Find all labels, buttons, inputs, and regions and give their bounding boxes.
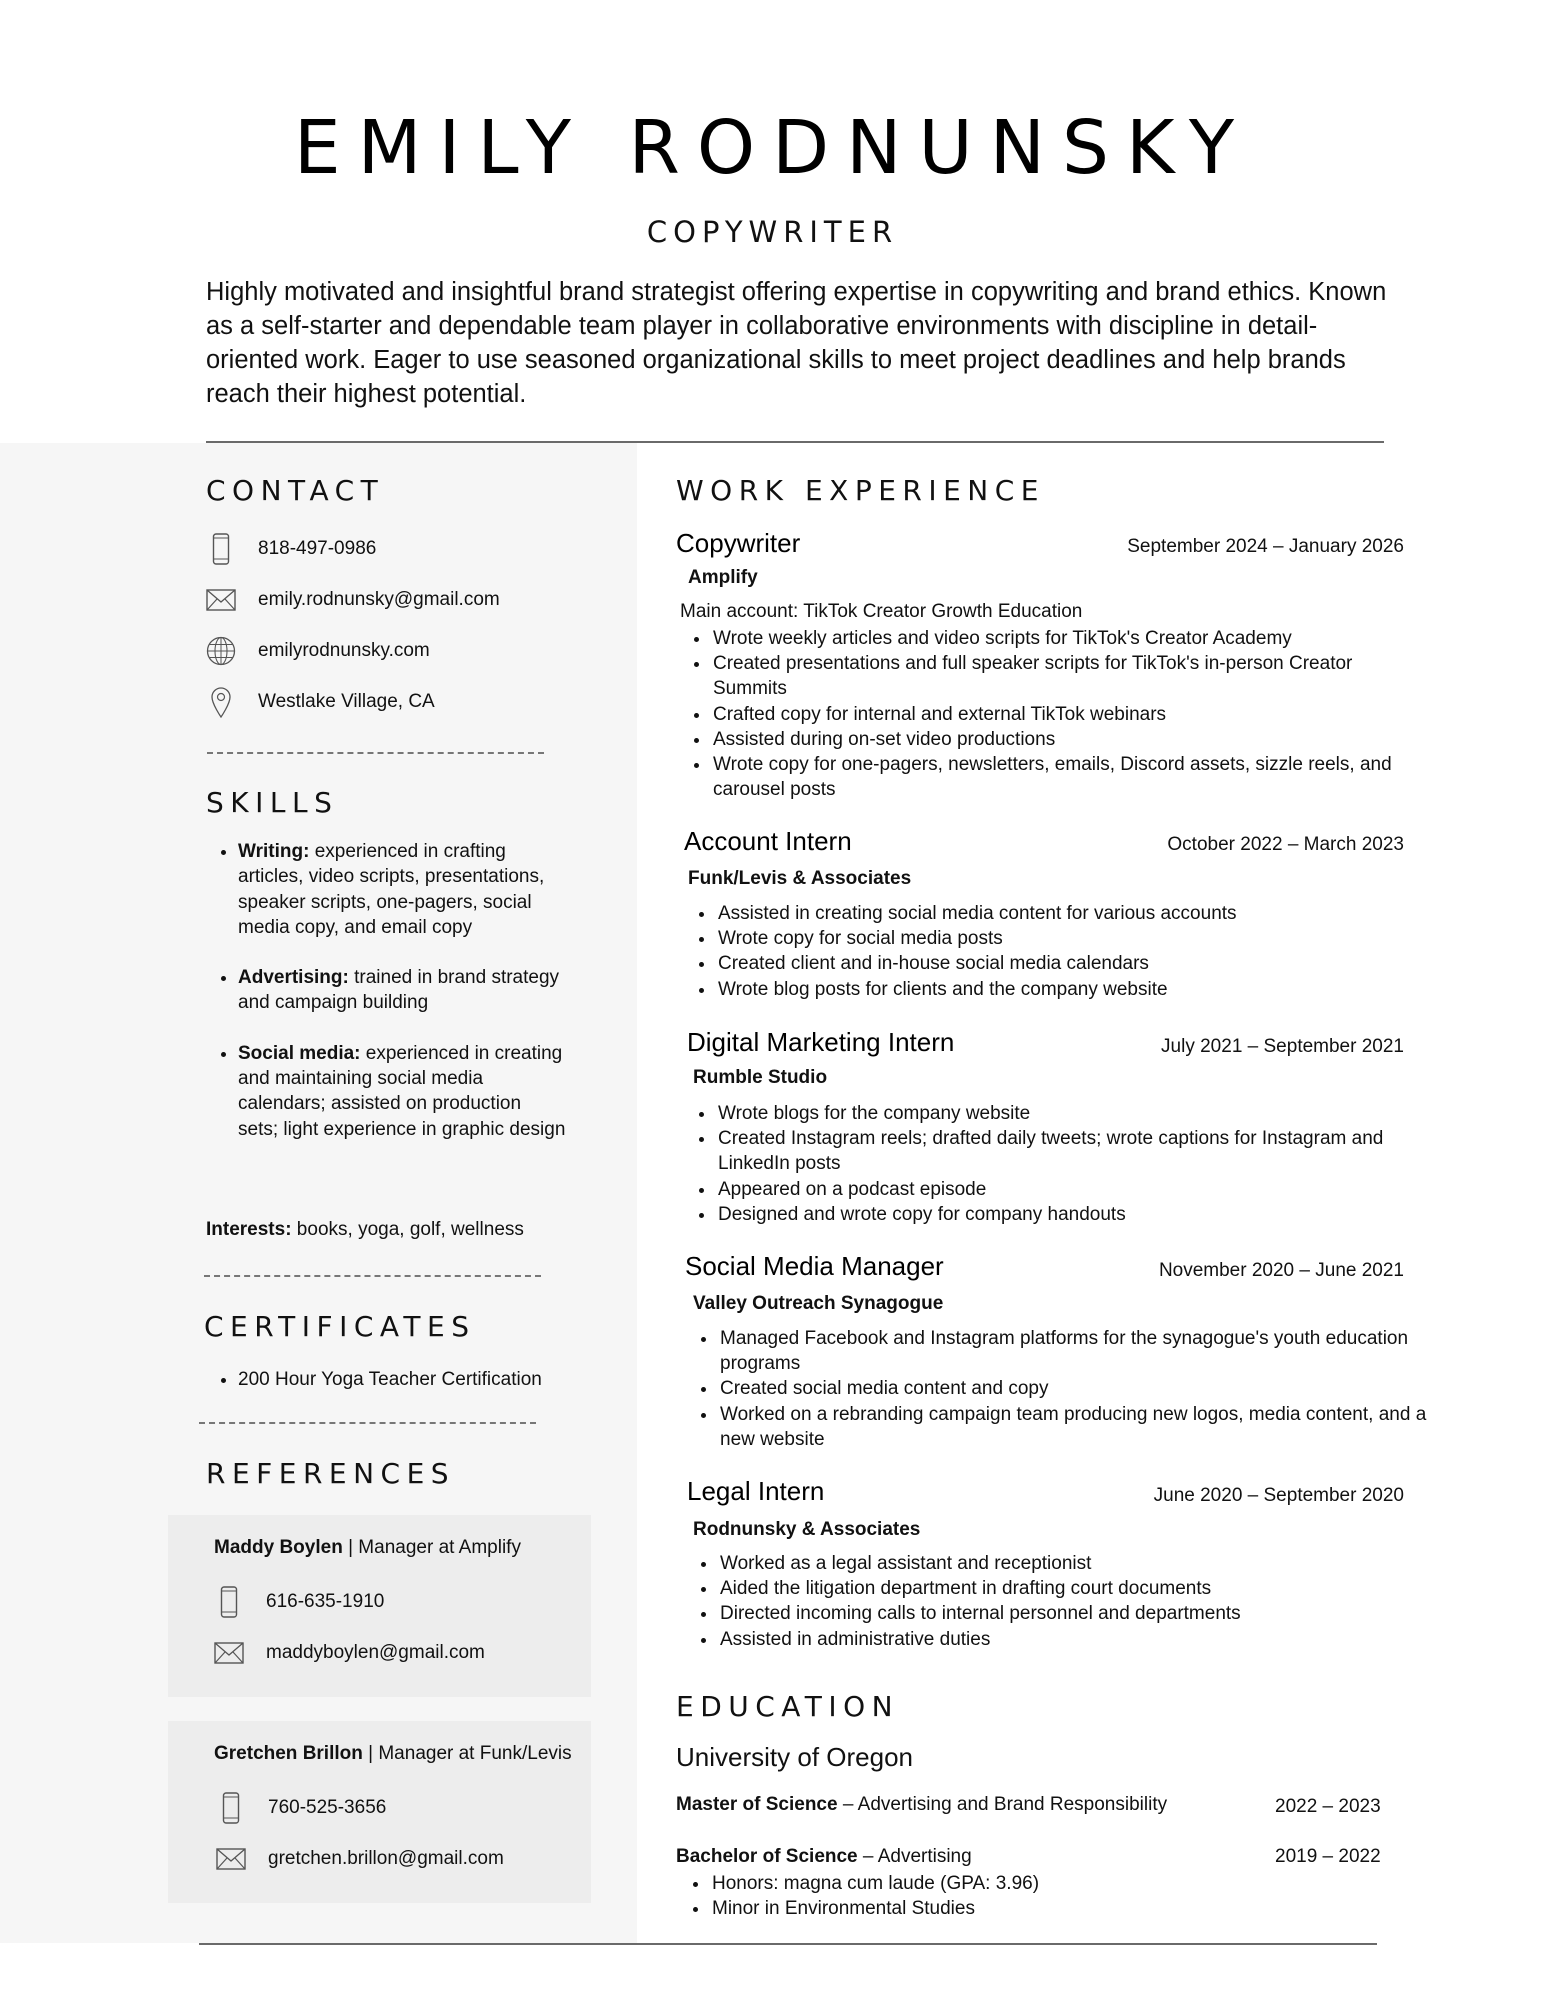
contact-phone-text[interactable]: 818-497-0986 [258, 538, 377, 559]
job-bullet: • Created Instagram reels; drafted daily tweets; wrote captions for Instagram and LinkedIn posts [716, 1126, 1416, 1176]
phone-icon [206, 532, 236, 566]
job-dates: November 2020 – June 2021 [1158, 1260, 1404, 1281]
globe-icon [206, 634, 236, 668]
reference-email [216, 1842, 504, 1876]
references-heading: REFERENCES [206, 1457, 456, 1490]
job-company: Rumble Studio [693, 1067, 828, 1088]
reference-person: Gretchen Brillon [214, 1743, 363, 1764]
skill-label: Advertising: [238, 967, 349, 989]
phone-icon [214, 1585, 244, 1619]
contact-location [206, 684, 435, 720]
job-company: Valley Outreach Synagogue [693, 1293, 944, 1314]
skills-heading: SKILLS [206, 786, 339, 819]
degree-years: 2022 – 2023 [1275, 1796, 1381, 1817]
reference-role: | Manager at Amplify [342, 1537, 521, 1558]
contact-location-text: Westlake Village, CA [258, 691, 435, 712]
certificates-heading: CERTIFICATES [204, 1310, 476, 1343]
degree-bullet: • Honors: magna cum laude (GPA: 3.96) [710, 1871, 1310, 1896]
job-bullets [686, 1101, 1416, 1227]
skills-divider [204, 1275, 541, 1277]
reference-role: | Manager at Funk/Levis [362, 1743, 572, 1764]
job-bullet: • Created presentations and full speaker scripts for TikTok's in-person Creator Summits [711, 651, 1411, 701]
education-degree [676, 1846, 972, 1868]
degree-field: – Advertising [857, 1846, 972, 1867]
certificate-item: • 200 Hour Yoga Teacher Certification [238, 1369, 542, 1391]
job-bullet: • Aided the litigation department in drafting court documents [718, 1576, 1430, 1601]
education-heading: EDUCATION [676, 1690, 900, 1723]
mail-icon [206, 583, 236, 617]
degree-years: 2019 – 2022 [1275, 1846, 1381, 1867]
contact-website-text[interactable]: emilyrodnunsky.com [258, 640, 430, 661]
degree-name: Master of Science [676, 1794, 838, 1815]
contact-heading: CONTACT [206, 474, 385, 507]
job-title: Legal Intern [687, 1476, 825, 1506]
reference-name [214, 1743, 572, 1765]
certificates-divider [199, 1422, 536, 1424]
job-company: Amplify [688, 567, 758, 588]
job-bullet: • Created client and in-house social media calendars [716, 951, 1416, 976]
reference-phone-text[interactable]: 616-635-1910 [266, 1591, 385, 1612]
skill-label: Social media: [238, 1042, 361, 1064]
skill-item [238, 965, 566, 1016]
job-bullet: • Directed incoming calls to internal personnel and departments [718, 1601, 1430, 1626]
contact-divider [207, 752, 544, 754]
education-degree [676, 1794, 1167, 1816]
work-heading: WORK EXPERIENCE [676, 474, 1045, 507]
job-dates: October 2022 – March 2023 [1167, 834, 1404, 855]
contact-website [206, 633, 430, 669]
job-bullets [688, 1326, 1430, 1452]
job-dates: September 2024 – January 2026 [1127, 536, 1404, 557]
reference-card [168, 1515, 591, 1697]
job-bullet: • Worked on a rebranding campaign team producing new logos, media content, and a new website [718, 1402, 1430, 1452]
job-bullet: • Appeared on a podcast episode [716, 1177, 1416, 1202]
contact-phone [206, 531, 376, 567]
phone-icon [216, 1791, 246, 1825]
candidate-role: COPYWRITER [646, 215, 899, 249]
reference-phone [214, 1585, 384, 1619]
mail-icon [216, 1842, 246, 1876]
skill-item [238, 1041, 566, 1142]
skills-list [206, 839, 566, 1167]
reference-phone-text[interactable]: 760-525-3656 [268, 1797, 387, 1818]
job-bullet: • Wrote copy for one-pagers, newsletters, emails, Discord assets, sizzle reels, and carousel posts [711, 752, 1411, 802]
degree-field: – Advertising and Brand Responsibility [837, 1794, 1168, 1815]
degree-bullets [680, 1871, 1310, 1921]
contact-email [206, 582, 500, 618]
certificates-list [206, 1369, 542, 1391]
reference-card [168, 1721, 591, 1903]
candidate-name: EMILY RODNUNSKY [293, 105, 1252, 191]
job-bullets [681, 626, 1411, 802]
job-company: Funk/Levis & Associates [688, 868, 912, 889]
job-bullet: • Assisted in administrative duties [718, 1627, 1430, 1652]
job-bullet: • Created social media content and copy [718, 1376, 1430, 1401]
reference-email-text[interactable]: gretchen.brillon@gmail.com [268, 1848, 504, 1869]
job-title: Account Intern [684, 826, 852, 856]
contact-email-text[interactable]: emily.rodnunsky@gmail.com [258, 589, 500, 610]
skill-text: trained in brand strategy and campaign building [238, 967, 560, 1014]
reference-person: Maddy Boylen [214, 1537, 343, 1558]
map-pin-icon [206, 685, 236, 719]
job-bullet: • Wrote copy for social media posts [716, 926, 1416, 951]
skill-item [238, 839, 566, 940]
interests [206, 1219, 524, 1241]
job-bullet: • Crafted copy for internal and external TikTok webinars [711, 702, 1411, 727]
job-bullets [686, 901, 1416, 1002]
job-main-account: Main account: TikTok Creator Growth Education [680, 601, 1083, 622]
reference-phone [216, 1791, 386, 1825]
job-title: Copywriter [676, 528, 801, 558]
job-bullet: • Worked as a legal assistant and receptionist [718, 1551, 1430, 1576]
job-title: Digital Marketing Intern [687, 1027, 955, 1057]
skill-text: experienced in creating and maintaining social media calendars; assisted on production sets; light experience in graphic design [238, 1042, 566, 1140]
profile-summary: Highly motivated and insightful brand strategist offering expertise in copywriting and brand ethics. Known as a self-starter and dependable team player in collaborative environments with discipline in detail-oriented work. Eager to use seasoned organizational skills to meet project deadlines and help brands reach their highest potential. [206, 278, 1387, 408]
reference-email-text[interactable]: maddyboylen@gmail.com [266, 1642, 485, 1663]
degree-bullet: • Minor in Environmental Studies [710, 1896, 1310, 1921]
job-bullets [688, 1551, 1430, 1652]
job-bullet: • Assisted during on-set video productions [711, 727, 1411, 752]
mail-icon [214, 1636, 244, 1670]
skill-text: experienced in crafting articles, video scripts, presentations, speaker scripts, one-pagers, social media copy, and email copy [238, 841, 545, 938]
job-bullet: • Wrote weekly articles and video scripts for TikTok's Creator Academy [711, 626, 1411, 651]
job-bullet: • Managed Facebook and Instagram platforms for the synagogue's youth education programs [718, 1326, 1430, 1376]
job-title: Social Media Manager [685, 1251, 944, 1281]
skill-label: Writing: [238, 841, 310, 862]
job-bullet: • Assisted in creating social media content for various accounts [716, 901, 1416, 926]
education-school: University of Oregon [676, 1742, 913, 1772]
degree-name: Bachelor of Science [676, 1846, 858, 1867]
interests-label: Interests: [206, 1219, 292, 1240]
interests-text: books, yoga, golf, wellness [291, 1219, 524, 1240]
footer-divider [199, 1943, 1377, 1945]
job-dates: June 2020 – September 2020 [1153, 1485, 1404, 1506]
job-bullet: • Wrote blog posts for clients and the company website [716, 977, 1416, 1002]
reference-name [214, 1537, 521, 1559]
job-company: Rodnunsky & Associates [693, 1519, 921, 1540]
job-dates: July 2021 – September 2021 [1161, 1036, 1404, 1057]
job-bullet: • Wrote blogs for the company website [716, 1101, 1416, 1126]
job-bullet: • Designed and wrote copy for company handouts [716, 1202, 1416, 1227]
reference-email [214, 1636, 485, 1670]
